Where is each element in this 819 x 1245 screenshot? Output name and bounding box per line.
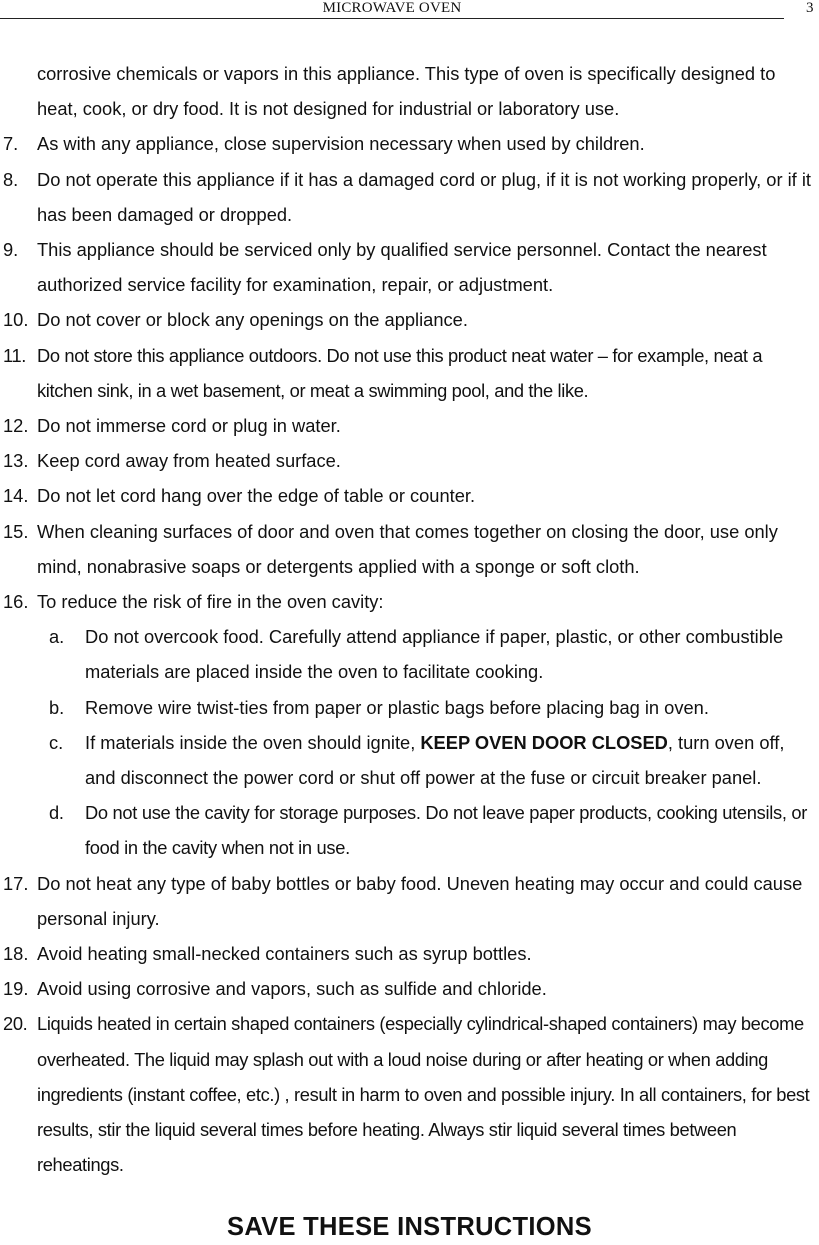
sub-item-text: Do not overcook food. Carefully attend appliance if paper, plastic, or other combustible materials are placed inside the oven to facilitate cooking. xyxy=(85,626,784,683)
item-text: Avoid heating small-necked containers such as syrup bottles. xyxy=(37,943,532,965)
sub-list-item xyxy=(0,690,819,725)
page-header xyxy=(0,0,819,20)
intro-text: corrosive chemicals or vapors in this appliance. This type of oven is specifically designed to heat, cook, or dry food. It is not designed for industrial or laboratory use. xyxy=(37,63,776,120)
header-rule xyxy=(0,18,784,19)
item-number: 8. xyxy=(3,168,19,190)
item-text: Do not store this appliance outdoors. Do not use this product neat water – for example, neat a kitchen sink, in a wet basement, or meat a swimming pool, and the like. xyxy=(37,344,763,401)
list-item xyxy=(0,971,819,1006)
list-item xyxy=(0,338,819,408)
sub-item-letter: a. xyxy=(49,626,65,648)
page-number: 3 xyxy=(806,0,814,16)
sub-item-letter: c. xyxy=(49,731,64,753)
item-text: Do not let cord hang over the edge of table or counter. xyxy=(37,485,476,507)
list-item xyxy=(0,126,819,161)
sub-item-letter: d. xyxy=(49,802,64,824)
item-number: 16. xyxy=(3,591,29,613)
item-text: Do not cover or block any openings on the appliance. xyxy=(37,309,468,331)
item-text: To reduce the risk of fire in the oven cavity: xyxy=(37,591,384,613)
list-item xyxy=(0,302,819,337)
item-number: 20. xyxy=(3,1013,28,1035)
item-number: 9. xyxy=(3,239,19,261)
item-number: 18. xyxy=(3,943,29,965)
list-item xyxy=(0,514,819,584)
save-instructions-heading: SAVE THESE INSTRUCTIONS xyxy=(227,1213,592,1241)
item-number: 17. xyxy=(3,872,29,894)
item-text: Do not heat any type of baby bottles or baby food. Uneven heating may occur and could cause personal injury. xyxy=(37,872,803,929)
list-item xyxy=(0,408,819,443)
sub-list-item xyxy=(0,725,819,795)
item-text: As with any appliance, close supervision necessary when used by children. xyxy=(37,133,645,155)
item-number: 14. xyxy=(3,485,29,507)
item-text: Do not immerse cord or plug in water. xyxy=(37,415,341,437)
sub-list-item xyxy=(0,795,819,865)
list-item xyxy=(0,866,819,936)
item-number: 11. xyxy=(3,344,27,366)
list-item xyxy=(0,162,819,232)
sub-list-item xyxy=(0,619,819,689)
item-text: Liquids heated in certain shaped containers (especially cylindrical-shaped containers) may become overheated. The liquid may splash out with a loud noise during or after heating or when adding ingredients (instant coffee, etc.) , result in harm to oven and possible injury. In all containers, for best results, stir the liquid several times before heating. Always stir liquid several times between reheatings. xyxy=(37,1013,810,1176)
header-title: MICROWAVE OVEN xyxy=(322,0,462,16)
instructions-body xyxy=(0,56,819,1183)
sub-item-letter: b. xyxy=(49,696,65,718)
item-text: Avoid using corrosive and vapors, such as sulfide and chloride. xyxy=(37,978,547,1000)
sub-item-text: Do not use the cavity for storage purposes. Do not leave paper products, cooking utensils, or food in the cavity when not in use. xyxy=(85,802,808,859)
list-item xyxy=(0,936,819,971)
item-number: 19. xyxy=(3,978,29,1000)
list-item xyxy=(0,232,819,302)
list-item xyxy=(0,584,819,619)
item-text: Do not operate this appliance if it has a damaged cord or plug, if it is not working properly, or if it has been damaged or dropped. xyxy=(37,168,811,225)
item-number: 7. xyxy=(3,133,19,155)
item-number: 12. xyxy=(3,415,29,437)
intro-continuation xyxy=(0,56,819,126)
list-item xyxy=(0,1006,819,1182)
item-text: Keep cord away from heated surface. xyxy=(37,450,341,472)
sub-item-text: Remove wire twist-ties from paper or plastic bags before placing bag in oven. xyxy=(85,696,709,718)
item-number: 15. xyxy=(3,520,29,542)
item-number: 13. xyxy=(3,450,29,472)
warning-emphasis: KEEP OVEN DOOR CLOSED xyxy=(420,731,668,753)
list-item xyxy=(0,478,819,513)
item-text: This appliance should be serviced only by qualified service personnel. Contact the nearest authorized service facility for examination, repair, or adjustment. xyxy=(37,239,767,296)
item-number: 10. xyxy=(3,309,29,331)
item-text: When cleaning surfaces of door and oven that comes together on closing the door, use only mind, nonabrasive soaps or detergents applied with a sponge or soft cloth. xyxy=(37,520,778,577)
sub-item-text-before: If materials inside the oven should ignite, xyxy=(85,731,421,753)
list-item xyxy=(0,443,819,478)
sub-item-text-after: , turn oven off, and disconnect the power cord or shut off power at the fuse or circuit breaker panel. xyxy=(85,731,785,789)
